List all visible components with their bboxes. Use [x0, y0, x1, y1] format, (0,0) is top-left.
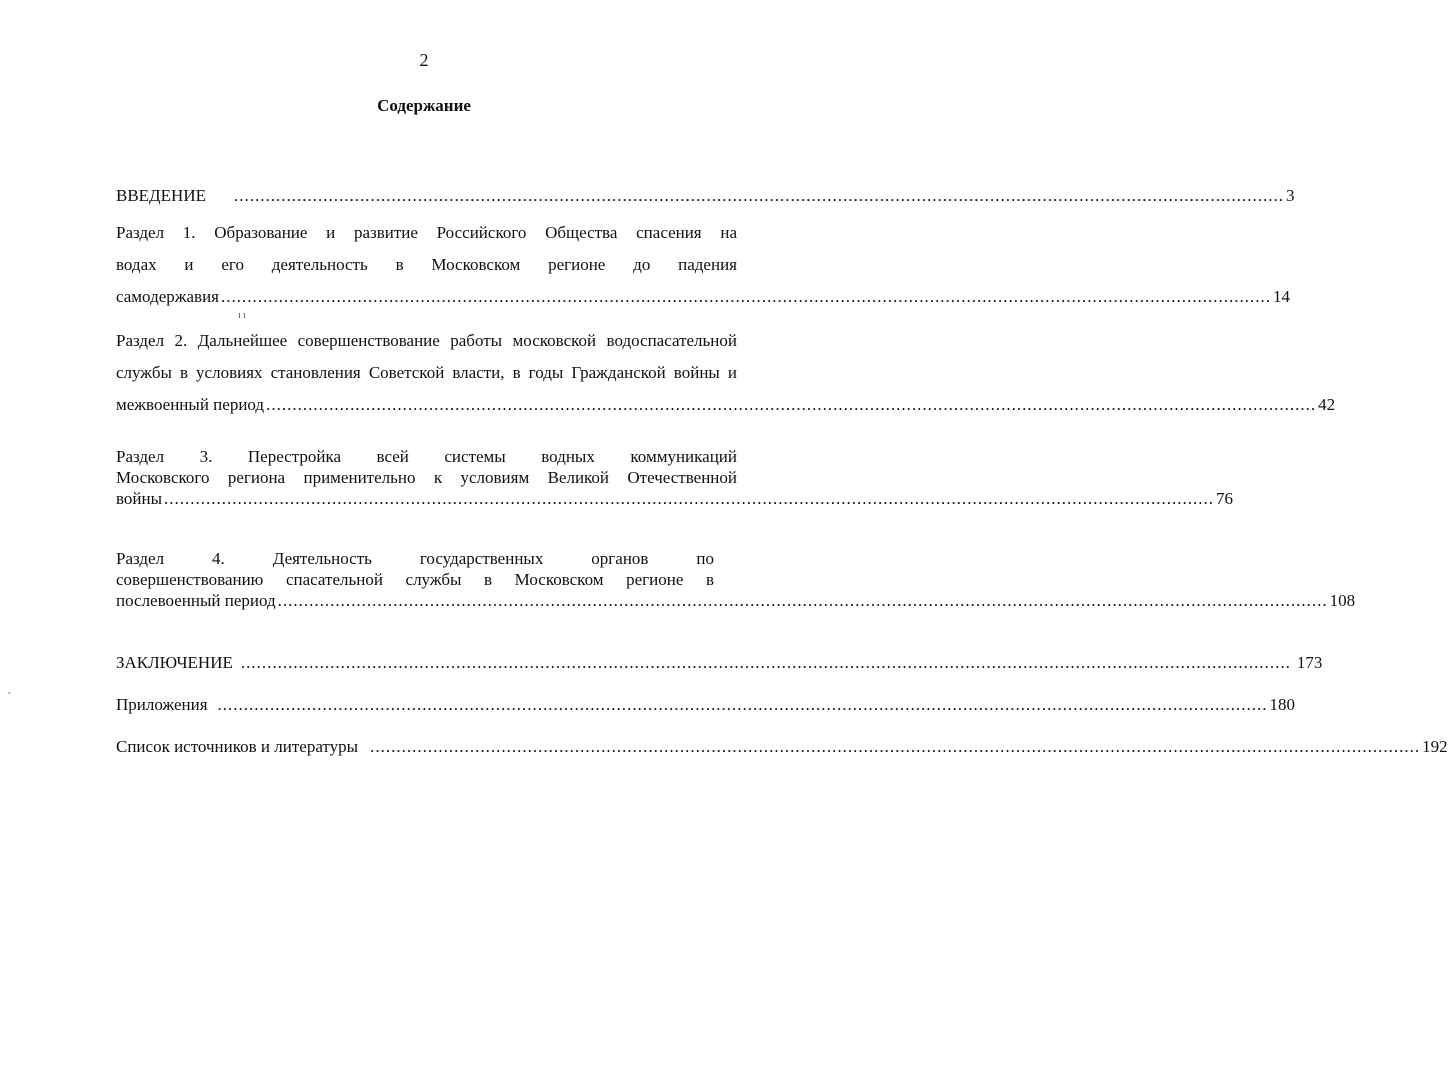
- toc-section-2-line-1: Раздел 2. Дальнейшее совершенствование работы московской водоспасательной: [116, 331, 737, 350]
- toc-page-section-1: 14: [1273, 287, 1290, 306]
- toc-entry-section-4: [116, 548, 1356, 611]
- dot-leader: ........................................................................................................................................................................................................: [370, 737, 1421, 756]
- scan-mark: ˛: [8, 684, 12, 695]
- toc-section-1-line-3: самодержавия: [116, 287, 219, 306]
- toc-entry-section-3: [116, 446, 1234, 509]
- toc-entry-appendices: [116, 689, 1296, 721]
- toc-page-conclusion: 173: [1296, 653, 1323, 672]
- toc-leader-line: [116, 647, 1323, 679]
- toc-page-sources: 192: [1422, 737, 1448, 756]
- scan-mark: ı ı: [238, 310, 247, 321]
- dot-leader: ........................................................................................................................................................................................................: [221, 287, 1271, 306]
- toc-section-1-line-1: Раздел 1. Образование и развитие Российского Общества спасения на: [116, 223, 737, 242]
- dot-leader: ........................................................................................................................................................................................................: [164, 489, 1215, 508]
- toc-label-sources: Список источников и литературы: [116, 737, 359, 756]
- dot-leader: ........................................................................................................................................................................................................: [277, 591, 1328, 610]
- toc-page-appendices: 180: [1269, 695, 1296, 714]
- page-number: 2: [419, 50, 429, 70]
- toc-section-4-line-3: послевоенный период: [116, 591, 276, 610]
- dot-leader: ........................................................................................................................................................................................................: [240, 653, 1291, 672]
- toc-label-appendices: Приложения: [116, 695, 208, 714]
- toc-page-section-2: 42: [1318, 395, 1336, 414]
- toc-page-section-4: 108: [1329, 591, 1356, 610]
- toc-leader-line: [116, 180, 1295, 212]
- toc-section-3-line-3: войны: [116, 489, 163, 508]
- dot-leader: ........................................................................................................................................................................................................: [217, 695, 1268, 714]
- toc-entry-section-2: [116, 325, 1336, 421]
- toc-leader-line: [116, 689, 1296, 721]
- toc-section-3-line-2: Московского региона применительно к условиям Великой Отечественной: [116, 468, 737, 487]
- toc-entry-section-1: [116, 217, 1290, 313]
- dot-leader: ........................................................................................................................................................................................................: [266, 395, 1317, 414]
- toc-label-introduction: ВВЕДЕНИЕ: [116, 186, 206, 205]
- toc-section-4-line-2: совершенствованию спасательной службы в Московском регионе в: [116, 570, 714, 589]
- toc-entry-conclusion: [116, 647, 1323, 679]
- toc-section-3-line-1: Раздел 3. Перестройка всей системы водных коммуникаций: [116, 447, 737, 466]
- toc-leader-line: [116, 590, 1356, 611]
- toc-leader-line: [116, 281, 1290, 313]
- toc-page-section-3: 76: [1216, 489, 1234, 508]
- toc-entry-introduction: [116, 180, 1295, 212]
- toc-page-introduction: 3: [1285, 186, 1295, 205]
- toc-label-conclusion: ЗАКЛЮЧЕНИЕ: [116, 653, 233, 672]
- toc-section-1-line-2: водах и его деятельность в Московском регионе до падения: [116, 255, 737, 274]
- toc-section-2-line-2: службы в условиях становления Советской власти, в годы Гражданской войны и: [116, 363, 737, 382]
- dot-leader: ........................................................................................................................................................................................................: [233, 186, 1284, 205]
- toc-leader-line: [116, 389, 1336, 421]
- toc-leader-line: [116, 488, 1234, 509]
- toc-section-4-line-1: Раздел 4. Деятельность государственных органов по: [116, 549, 714, 568]
- page-title: Содержание: [377, 96, 471, 115]
- toc-entry-sources: [116, 731, 1448, 763]
- toc-section-2-line-3: межвоенный период: [116, 395, 265, 414]
- toc-leader-line: [116, 731, 1448, 763]
